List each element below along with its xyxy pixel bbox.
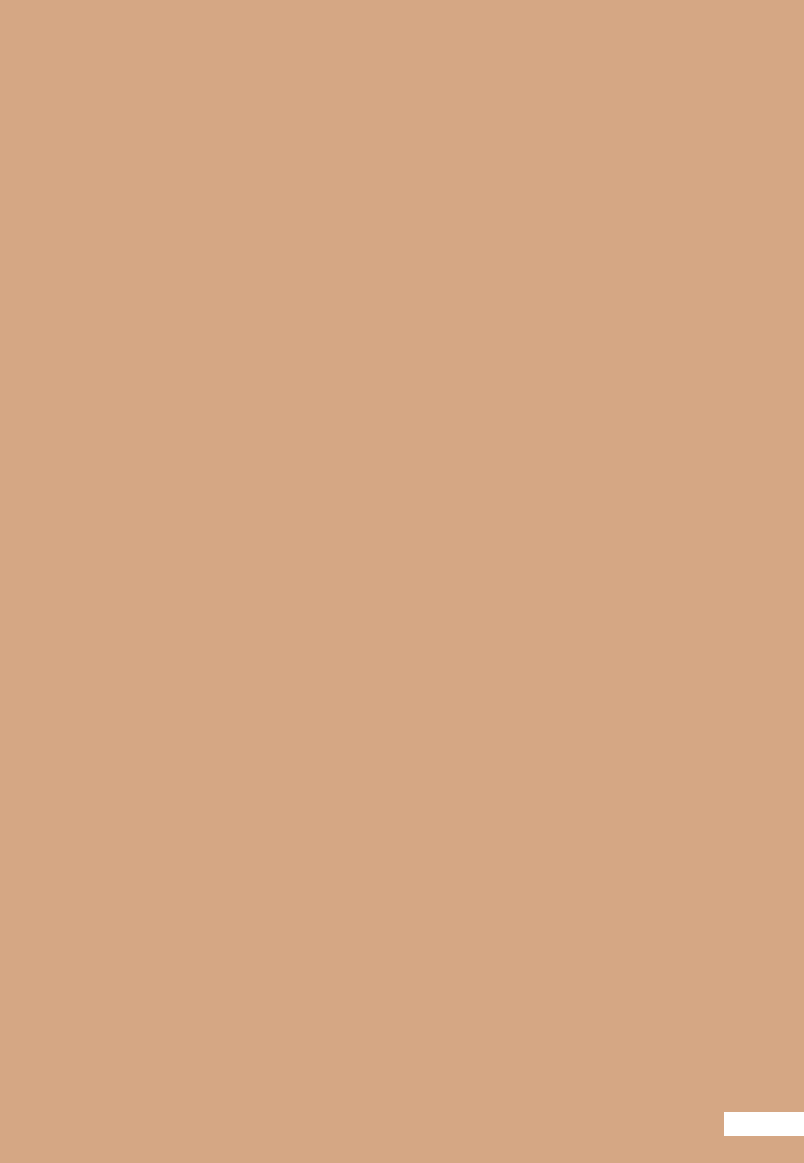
top-book-spines-decoration <box>0 0 804 90</box>
letter-body <box>74 189 730 208</box>
page-number <box>724 1112 804 1136</box>
bottom-book-spines-decoration <box>0 1020 804 1163</box>
